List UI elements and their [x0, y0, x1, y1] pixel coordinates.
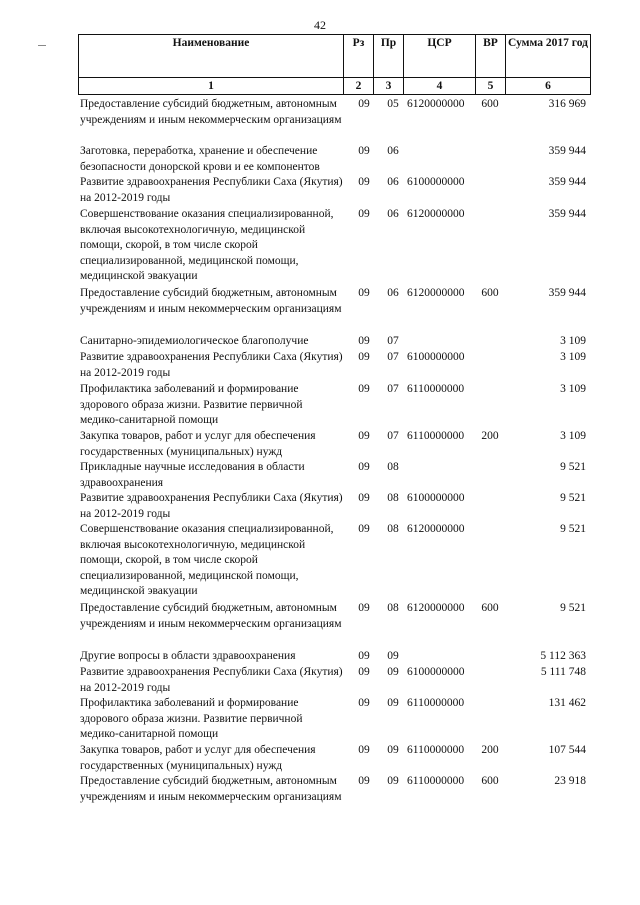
cell-sum: 23 918	[554, 775, 586, 787]
cell-vr: 600	[481, 602, 499, 614]
cell-sum: 359 944	[548, 287, 586, 299]
cell-sum: 5 112 363	[540, 650, 586, 662]
cell-rz: 09	[358, 145, 370, 157]
cell-csr: 6110000000	[407, 775, 465, 787]
cell-vr: 600	[481, 287, 499, 299]
cell-sum: 9 521	[560, 461, 586, 473]
cell-sum: 131 462	[548, 697, 586, 709]
cell-rz: 09	[358, 351, 370, 363]
cell-csr: 6110000000	[407, 430, 465, 442]
cell-name: Совершенствование оказания специализированной, включая высокотехнологичную, медицинской помощи, скорой, в том числе скорой специализированной, медицинской помощи, медицинской эвакуации	[80, 208, 334, 282]
header-name: Наименование	[79, 35, 344, 78]
cell-sum: 3 109	[560, 335, 586, 347]
cell-pr: 05	[387, 98, 399, 110]
cell-csr: 6100000000	[407, 666, 465, 678]
cell-csr: 6110000000	[407, 744, 465, 756]
numbering-row	[79, 78, 591, 95]
cell-vr: 200	[481, 744, 499, 756]
cell-pr: 08	[387, 523, 399, 535]
table-header	[78, 34, 591, 95]
cell-sum: 359 944	[548, 208, 586, 220]
cell-rz: 09	[358, 176, 370, 188]
numbering-cell: 6	[506, 78, 591, 95]
cell-rz: 09	[358, 523, 370, 535]
numbering-cell: 2	[344, 78, 374, 95]
cell-sum: 316 969	[548, 98, 586, 110]
cell-name: Профилактика заболеваний и формирование здорового образа жизни. Развитие первичной медико-санитарной помощи	[80, 383, 303, 426]
cell-pr: 09	[387, 697, 399, 709]
cell-name: Закупка товаров, работ и услуг для обеспечения государственных (муниципальных) нужд	[80, 430, 316, 458]
cell-vr: 600	[481, 98, 499, 110]
cell-pr: 07	[387, 351, 399, 363]
cell-name: Развитие здравоохранения Республики Саха (Якутия) на 2012-2019 годы	[80, 176, 343, 204]
cell-rz: 09	[358, 492, 370, 504]
header-csr: ЦСР	[404, 35, 476, 78]
numbering-cell: 1	[79, 78, 344, 95]
cell-csr: 6120000000	[407, 287, 465, 299]
cell-name: Развитие здравоохранения Республики Саха (Якутия) на 2012-2019 годы	[80, 666, 343, 694]
cell-pr: 06	[387, 208, 399, 220]
cell-name: Профилактика заболеваний и формирование здорового образа жизни. Развитие первичной медико-санитарной помощи	[80, 697, 303, 740]
cell-rz: 09	[358, 666, 370, 678]
cell-rz: 09	[358, 208, 370, 220]
cell-sum: 5 111 748	[540, 666, 586, 678]
cell-rz: 09	[358, 461, 370, 473]
cell-pr: 07	[387, 430, 399, 442]
cell-sum: 9 521	[560, 602, 586, 614]
cell-rz: 09	[358, 430, 370, 442]
cell-rz: 09	[358, 602, 370, 614]
cell-vr: 200	[481, 430, 499, 442]
cell-sum: 359 944	[548, 145, 586, 157]
cell-csr: 6100000000	[407, 176, 465, 188]
cell-pr: 08	[387, 602, 399, 614]
header-vr: ВР	[476, 35, 506, 78]
cell-name: Предоставление субсидий бюджетным, автономным учреждениям и иным некоммерческим организациям	[80, 775, 342, 803]
cell-vr: 600	[481, 775, 499, 787]
cell-pr: 09	[387, 650, 399, 662]
cell-sum: 107 544	[548, 744, 586, 756]
cell-name: Совершенствование оказания специализированной, включая высокотехнологичную, медицинской помощи, скорой, в том числе скорой специализированной, медицинской помощи, медицинской эвакуации	[80, 523, 334, 597]
cell-name: Развитие здравоохранения Республики Саха (Якутия) на 2012-2019 годы	[80, 351, 343, 379]
cell-name: Предоставление субсидий бюджетным, автономным учреждениям и иным некоммерческим организациям	[80, 602, 342, 630]
cell-name: Развитие здравоохранения Республики Саха (Якутия) на 2012-2019 годы	[80, 492, 343, 520]
cell-sum: 3 109	[560, 351, 586, 363]
cell-name: Прикладные научные исследования в области здравоохранения	[80, 461, 305, 489]
cell-rz: 09	[358, 697, 370, 709]
cell-name: Предоставление субсидий бюджетным, автономным учреждениям и иным некоммерческим организациям	[80, 98, 342, 126]
cell-rz: 09	[358, 744, 370, 756]
cell-sum: 3 109	[560, 430, 586, 442]
cell-name: Предоставление субсидий бюджетным, автономным учреждениям и иным некоммерческим организациям	[80, 287, 342, 315]
cell-rz: 09	[358, 383, 370, 395]
cell-sum: 359 944	[548, 176, 586, 188]
cell-csr: 6100000000	[407, 351, 465, 363]
cell-name: Санитарно-эпидемиологическое благополучие	[80, 335, 309, 347]
cell-pr: 07	[387, 335, 399, 347]
cell-csr: 6120000000	[407, 602, 465, 614]
cell-name: Заготовка, переработка, хранение и обеспечение безопасности донорской крови и ее компонентов	[80, 145, 320, 173]
cell-rz: 09	[358, 287, 370, 299]
cell-csr: 6120000000	[407, 523, 465, 535]
cell-csr: 6120000000	[407, 208, 465, 220]
header-sum: Сумма 2017 год	[506, 35, 591, 78]
scan-mark	[38, 45, 46, 46]
cell-csr: 6100000000	[407, 492, 465, 504]
cell-pr: 09	[387, 775, 399, 787]
cell-sum: 3 109	[560, 383, 586, 395]
cell-pr: 07	[387, 383, 399, 395]
cell-pr: 09	[387, 744, 399, 756]
cell-pr: 09	[387, 666, 399, 678]
cell-csr: 6110000000	[407, 383, 465, 395]
numbering-cell: 5	[476, 78, 506, 95]
cell-pr: 06	[387, 176, 399, 188]
cell-pr: 08	[387, 492, 399, 504]
page-number: 42	[314, 18, 326, 32]
cell-rz: 09	[358, 98, 370, 110]
cell-sum: 9 521	[560, 523, 586, 535]
header-row	[79, 35, 591, 78]
cell-name: Закупка товаров, работ и услуг для обеспечения государственных (муниципальных) нужд	[80, 744, 316, 772]
numbering-cell: 4	[404, 78, 476, 95]
cell-csr: 6110000000	[407, 697, 465, 709]
numbering-cell: 3	[374, 78, 404, 95]
header-pr: Пр	[374, 35, 404, 78]
cell-rz: 09	[358, 775, 370, 787]
cell-csr: 6120000000	[407, 98, 465, 110]
header-rz: Рз	[344, 35, 374, 78]
cell-name: Другие вопросы в области здравоохранения	[80, 650, 296, 662]
cell-rz: 09	[358, 335, 370, 347]
cell-pr: 06	[387, 145, 399, 157]
cell-rz: 09	[358, 650, 370, 662]
cell-pr: 08	[387, 461, 399, 473]
cell-sum: 9 521	[560, 492, 586, 504]
cell-pr: 06	[387, 287, 399, 299]
